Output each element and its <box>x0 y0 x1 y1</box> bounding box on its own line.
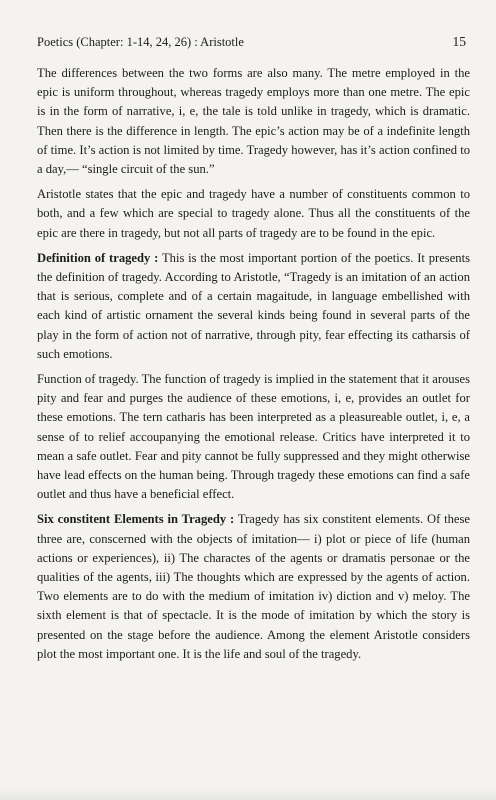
page-edge-shadow <box>0 788 496 800</box>
page-number: 15 <box>452 34 466 49</box>
paragraph-common-constituents: Aristotle states that the epic and tragedy have a number of constituents common to both, and a few which are special to tragedy alone. Thus all the constituents of the epic are there in tragedy, but not all parts of tragedy are to be found in the epic. <box>37 187 470 240</box>
paragraph-six-elements <box>37 510 470 664</box>
running-title: Poetics (Chapter: 1-14, 24, 26) : Aristotle <box>37 35 244 49</box>
six-elements-body: Tragedy has six constitent elements. Of these three are, conscerned with the objects of imitation— i) plot or piece of life (human actions or experiences), ii) The charactes of the agents or dramatis personae or the qualities of the agents, iii) The thoughts which are expressed by the agents of action. Two elements are to do with the medium of imitation iv) diction and v) meloy. The sixth element is that of spectacle. It is the mode of imitation by which the story is presented on the stage before the audience. Among the element Aristotle considers plot the most important one. It is the life and soul of the tragedy. <box>37 512 471 661</box>
paragraph-definition <box>37 249 470 364</box>
definition-body: This is the most important portion of the poetics. It presents the definition of tragedy. According to Aristotle, “Tragedy is an imitation of an action that is serious, complete and of a certain magaitude, in language embellished with each kind of artistic ornament the several kinds being found in several parts of the play in the form of action not of narrative, through pity, fear effecting its catharsis of such emotions. <box>37 250 470 361</box>
running-header <box>37 34 470 50</box>
paragraph-epic-differences: The differences between the two forms are also many. The metre employed in the epic is uniform throughout, whereas tragedy employs more than one metre. The epic is in the form of narrative, i, e, the tale is told unlike in tragedy, which is dramatic. Then there is the difference in length. The epic’s action may be of a indefinite length of time. It’s action is not limited by time. Tragedy however, has it’s action confined to a day,— “single circuit of the sun.” <box>37 66 470 177</box>
paragraph-function: Function of tragedy. The function of tragedy is implied in the statement that it arouses pity and fear and purges the audience of these emotions, i, e, provides an outlet for these emotions. The tern catharis has been interpreted as a pleasureable outlet, i, e, a sense of to relief accoupanying the emotional release. Critics have interpreted it to mean a safe outlet. Fear and pity cannot be fully suppressed and they might otherwise have lead effects on the human being. Through tragedy these emotions can find a safe outlet and thus have a beneficial effect. <box>37 372 470 502</box>
six-elements-heading: Six constitent Elements in Tragedy : <box>37 512 235 527</box>
definition-heading: Definition of tragedy : <box>37 250 159 265</box>
